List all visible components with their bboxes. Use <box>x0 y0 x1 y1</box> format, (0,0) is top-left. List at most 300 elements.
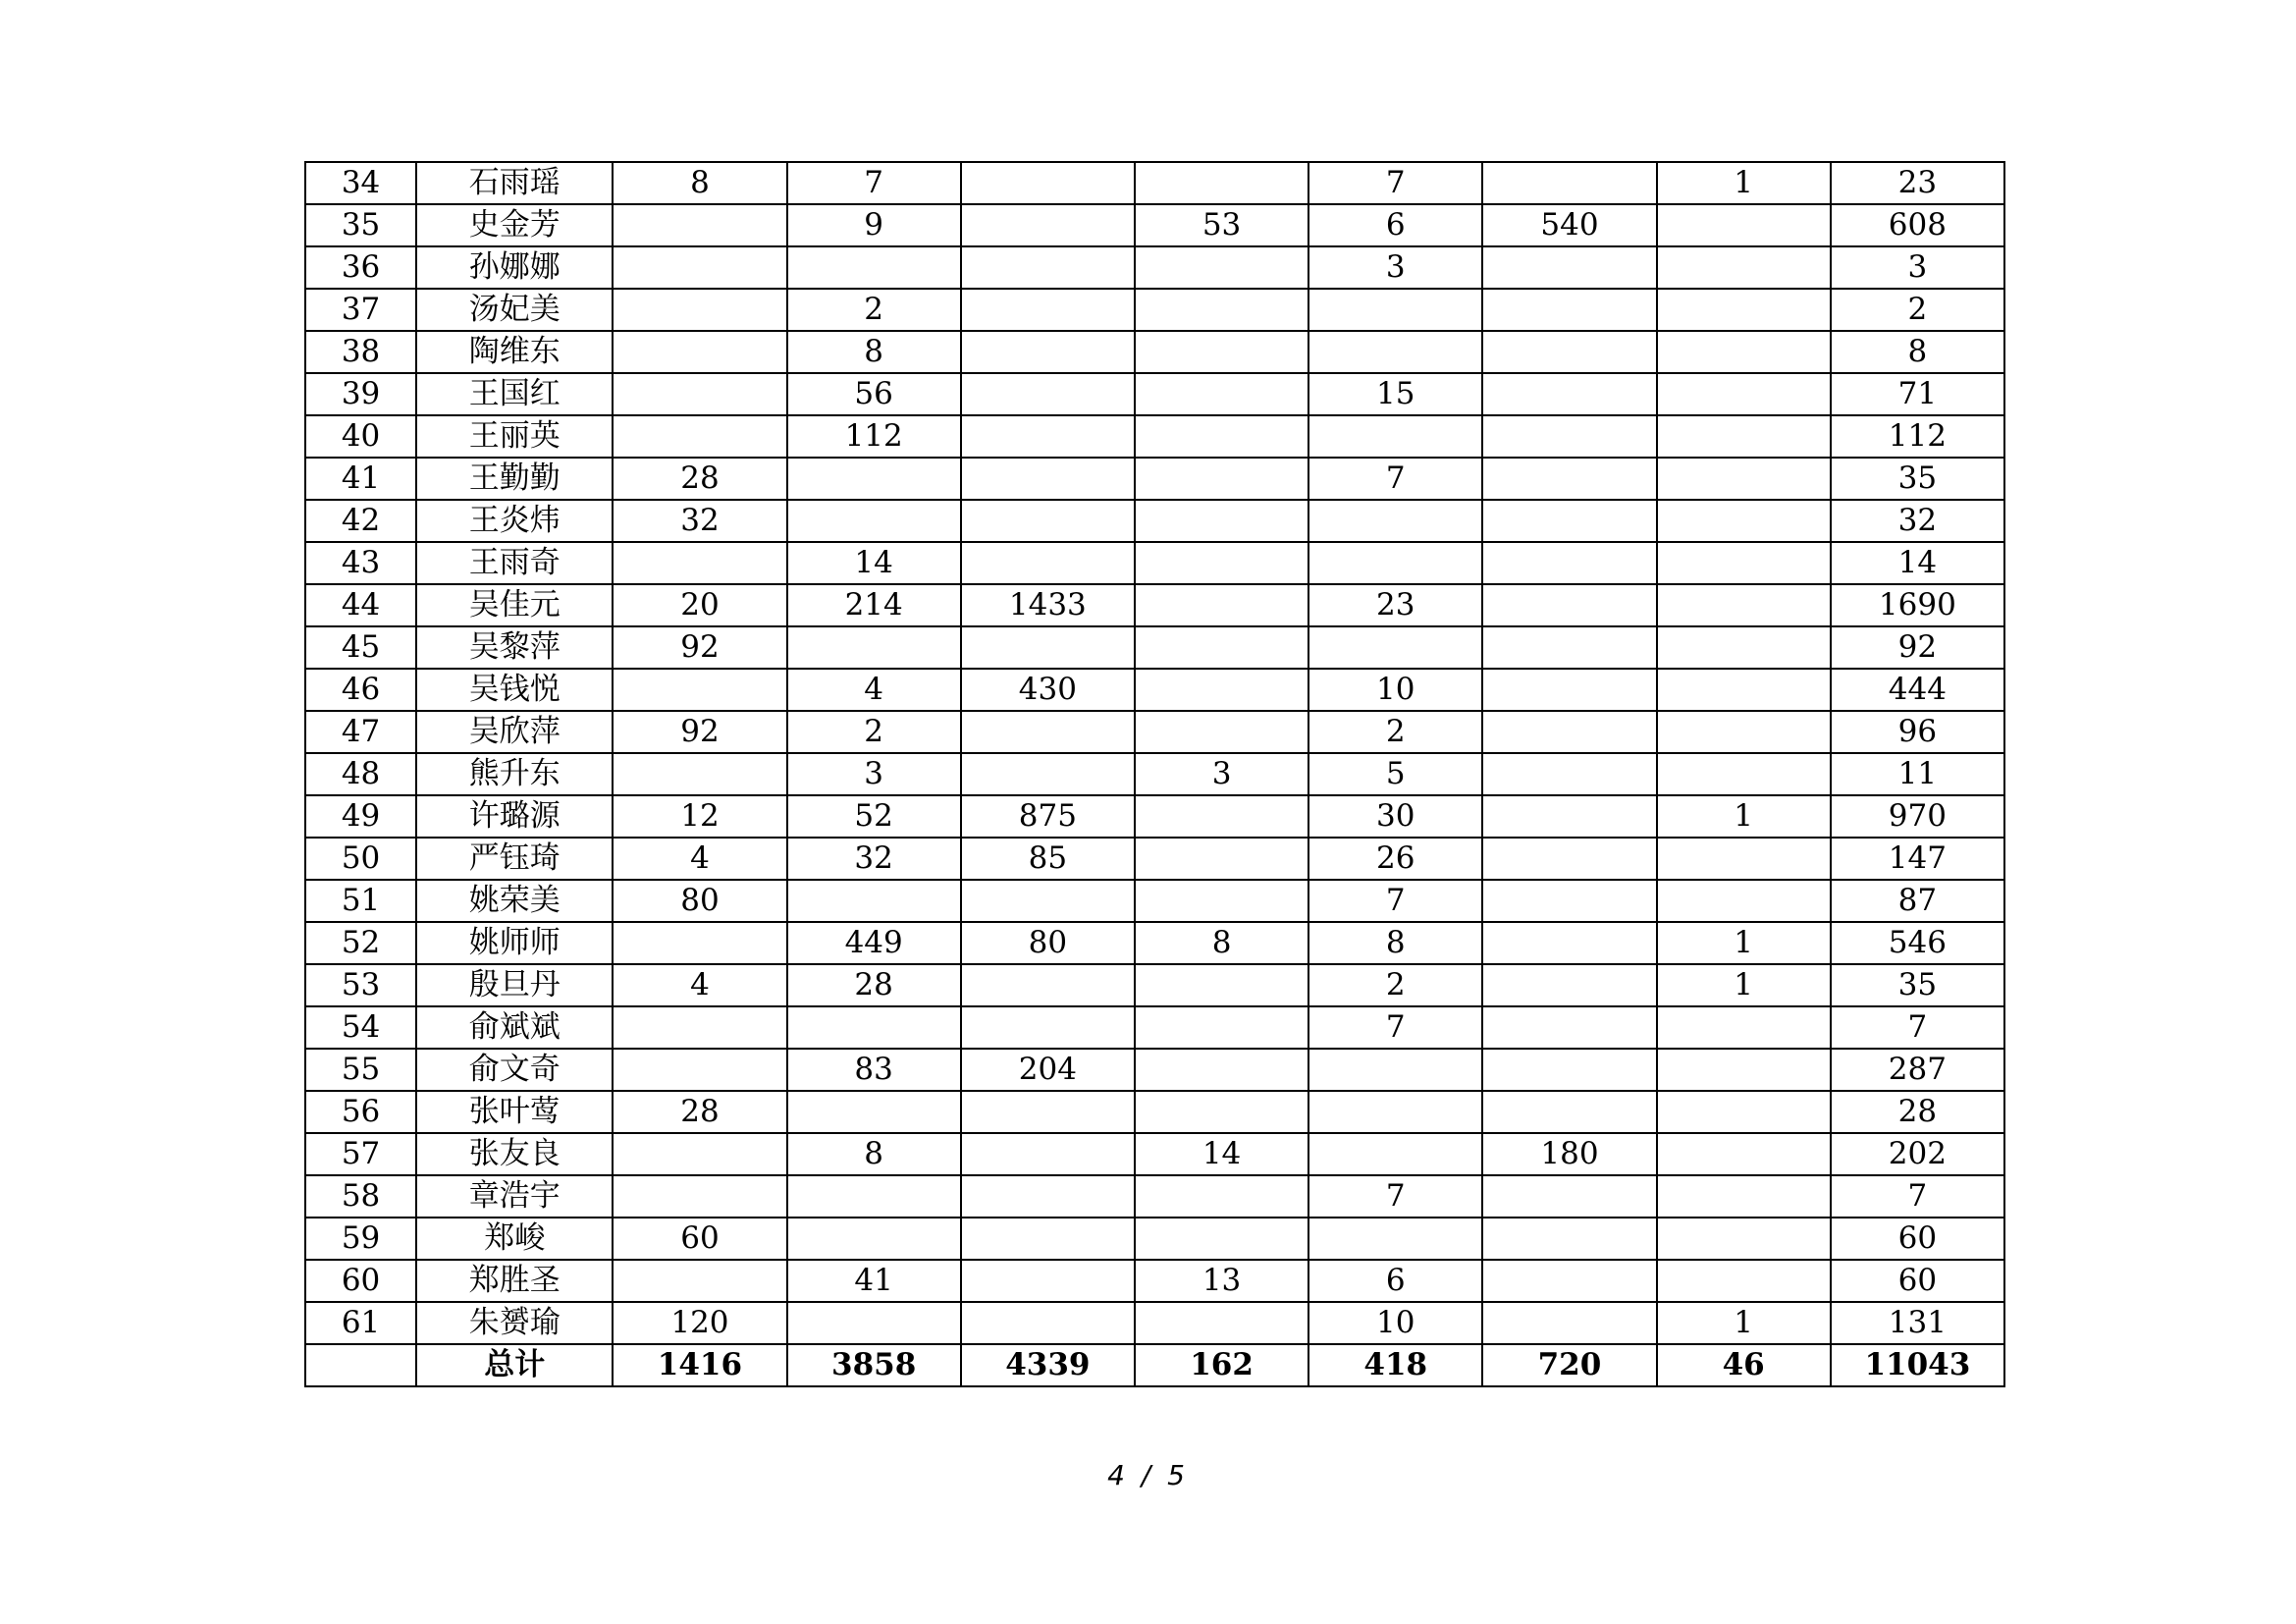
table-row <box>305 500 2004 542</box>
value-cell <box>1135 542 1308 584</box>
value-cell: 4 <box>787 669 961 711</box>
row-total-cell: 8 <box>1831 331 2004 373</box>
table-body <box>305 162 2004 1386</box>
value-cell <box>1482 669 1656 711</box>
value-cell: 56 <box>787 373 961 415</box>
data-table <box>304 161 2005 1387</box>
row-number-cell: 49 <box>305 795 416 838</box>
table-row <box>305 1302 2004 1344</box>
value-cell <box>961 1218 1135 1260</box>
value-cell <box>613 289 786 331</box>
name-cell: 吴钱悦 <box>416 669 613 711</box>
row-number-cell: 35 <box>305 204 416 246</box>
value-cell <box>1308 415 1482 458</box>
name-cell: 熊升东 <box>416 753 613 795</box>
table-row <box>305 246 2004 289</box>
value-cell: 9 <box>787 204 961 246</box>
value-cell <box>787 246 961 289</box>
value-cell <box>961 542 1135 584</box>
table-row <box>305 162 2004 204</box>
value-cell <box>1482 289 1656 331</box>
value-cell <box>1482 542 1656 584</box>
value-cell <box>1657 669 1831 711</box>
value-cell <box>1135 1091 1308 1133</box>
value-cell <box>1135 1006 1308 1049</box>
total-value-cell: 3858 <box>787 1344 961 1386</box>
table-row <box>305 415 2004 458</box>
value-cell <box>1657 500 1831 542</box>
value-cell <box>613 204 786 246</box>
value-cell: 14 <box>1135 1133 1308 1175</box>
value-cell <box>1657 373 1831 415</box>
row-number-cell: 61 <box>305 1302 416 1344</box>
row-number-cell: 59 <box>305 1218 416 1260</box>
name-cell: 许璐源 <box>416 795 613 838</box>
value-cell: 2 <box>1308 711 1482 753</box>
value-cell <box>961 331 1135 373</box>
total-value-cell: 720 <box>1482 1344 1656 1386</box>
value-cell <box>961 753 1135 795</box>
name-cell: 姚荣美 <box>416 880 613 922</box>
total-value-cell: 46 <box>1657 1344 1831 1386</box>
value-cell: 1 <box>1657 922 1831 964</box>
value-cell <box>1482 964 1656 1006</box>
value-cell: 5 <box>1308 753 1482 795</box>
row-total-cell: 14 <box>1831 542 2004 584</box>
value-cell <box>1135 795 1308 838</box>
value-cell <box>1308 1049 1482 1091</box>
table-row <box>305 669 2004 711</box>
value-cell <box>961 458 1135 500</box>
table-row <box>305 289 2004 331</box>
row-number-cell: 58 <box>305 1175 416 1218</box>
value-cell <box>1657 1218 1831 1260</box>
value-cell <box>1482 711 1656 753</box>
table-row <box>305 331 2004 373</box>
row-number-cell: 50 <box>305 838 416 880</box>
value-cell: 28 <box>787 964 961 1006</box>
table-row <box>305 458 2004 500</box>
value-cell <box>1657 331 1831 373</box>
value-cell <box>961 1006 1135 1049</box>
name-cell: 王炎炜 <box>416 500 613 542</box>
value-cell: 6 <box>1308 1260 1482 1302</box>
value-cell <box>1308 289 1482 331</box>
row-number-cell: 51 <box>305 880 416 922</box>
value-cell <box>1482 838 1656 880</box>
value-cell <box>1482 626 1656 669</box>
name-cell: 俞斌斌 <box>416 1006 613 1049</box>
total-value-cell: 418 <box>1308 1344 1482 1386</box>
table-row <box>305 626 2004 669</box>
value-cell <box>613 331 786 373</box>
name-cell: 严钰琦 <box>416 838 613 880</box>
value-cell <box>1482 880 1656 922</box>
value-cell <box>961 1175 1135 1218</box>
value-cell <box>613 1049 786 1091</box>
value-cell <box>1657 753 1831 795</box>
name-cell: 王勤勤 <box>416 458 613 500</box>
row-total-cell: 131 <box>1831 1302 2004 1344</box>
row-number-cell: 36 <box>305 246 416 289</box>
row-total-cell: 35 <box>1831 964 2004 1006</box>
value-cell <box>613 922 786 964</box>
value-cell <box>1482 331 1656 373</box>
value-cell <box>1657 1049 1831 1091</box>
value-cell <box>787 626 961 669</box>
value-cell <box>1308 626 1482 669</box>
row-number-cell: 52 <box>305 922 416 964</box>
value-cell: 12 <box>613 795 786 838</box>
row-total-cell: 970 <box>1831 795 2004 838</box>
name-cell: 史金芳 <box>416 204 613 246</box>
value-cell <box>1657 1091 1831 1133</box>
value-cell <box>1135 289 1308 331</box>
name-cell: 俞文奇 <box>416 1049 613 1091</box>
value-cell <box>1482 1006 1656 1049</box>
value-cell <box>1135 162 1308 204</box>
value-cell <box>1657 246 1831 289</box>
row-total-cell: 23 <box>1831 162 2004 204</box>
row-number-cell: 43 <box>305 542 416 584</box>
name-cell: 王雨奇 <box>416 542 613 584</box>
row-number-cell: 37 <box>305 289 416 331</box>
row-number-cell: 39 <box>305 373 416 415</box>
value-cell <box>1482 584 1656 626</box>
value-cell: 7 <box>1308 458 1482 500</box>
name-cell: 张叶莺 <box>416 1091 613 1133</box>
value-cell <box>787 1218 961 1260</box>
value-cell <box>787 500 961 542</box>
row-number-cell: 56 <box>305 1091 416 1133</box>
row-total-cell: 546 <box>1831 922 2004 964</box>
table-row <box>305 880 2004 922</box>
table-row <box>305 542 2004 584</box>
value-cell: 32 <box>787 838 961 880</box>
row-total-cell: 7 <box>1831 1175 2004 1218</box>
name-cell: 石雨瑶 <box>416 162 613 204</box>
value-cell <box>1135 880 1308 922</box>
row-number-cell: 45 <box>305 626 416 669</box>
table-row <box>305 753 2004 795</box>
value-cell: 430 <box>961 669 1135 711</box>
value-cell <box>1135 415 1308 458</box>
table-row <box>305 1049 2004 1091</box>
value-cell: 112 <box>787 415 961 458</box>
name-cell: 吴黎萍 <box>416 626 613 669</box>
value-cell <box>1135 838 1308 880</box>
value-cell <box>1657 880 1831 922</box>
row-number-cell: 40 <box>305 415 416 458</box>
value-cell: 8 <box>613 162 786 204</box>
value-cell: 20 <box>613 584 786 626</box>
value-cell: 2 <box>787 711 961 753</box>
value-cell <box>1135 626 1308 669</box>
table-row <box>305 964 2004 1006</box>
row-total-cell: 60 <box>1831 1218 2004 1260</box>
value-cell: 52 <box>787 795 961 838</box>
value-cell <box>1657 1260 1831 1302</box>
value-cell: 32 <box>613 500 786 542</box>
table-row <box>305 1260 2004 1302</box>
row-total-cell: 35 <box>1831 458 2004 500</box>
row-number-cell: 48 <box>305 753 416 795</box>
table-row <box>305 795 2004 838</box>
value-cell <box>1657 584 1831 626</box>
value-cell <box>1135 1175 1308 1218</box>
total-label-cell: 总计 <box>416 1344 613 1386</box>
row-total-cell: 7 <box>1831 1006 2004 1049</box>
row-number-cell: 38 <box>305 331 416 373</box>
table-row <box>305 1133 2004 1175</box>
value-cell <box>1135 331 1308 373</box>
value-cell <box>1308 1133 1482 1175</box>
value-cell <box>1135 246 1308 289</box>
value-cell <box>1135 373 1308 415</box>
row-total-cell: 2 <box>1831 289 2004 331</box>
value-cell <box>1657 1133 1831 1175</box>
total-value-cell <box>305 1344 416 1386</box>
value-cell: 540 <box>1482 204 1656 246</box>
value-cell: 53 <box>1135 204 1308 246</box>
value-cell: 60 <box>613 1218 786 1260</box>
value-cell: 3 <box>787 753 961 795</box>
value-cell: 1 <box>1657 162 1831 204</box>
row-number-cell: 60 <box>305 1260 416 1302</box>
name-cell: 姚师师 <box>416 922 613 964</box>
name-cell: 郑峻 <box>416 1218 613 1260</box>
value-cell <box>1308 331 1482 373</box>
value-cell <box>1657 415 1831 458</box>
value-cell: 80 <box>613 880 786 922</box>
table-row <box>305 922 2004 964</box>
value-cell: 180 <box>1482 1133 1656 1175</box>
value-cell: 7 <box>787 162 961 204</box>
row-number-cell: 54 <box>305 1006 416 1049</box>
value-cell <box>1657 542 1831 584</box>
value-cell: 23 <box>1308 584 1482 626</box>
value-cell <box>1657 204 1831 246</box>
value-cell <box>1135 964 1308 1006</box>
value-cell <box>961 626 1135 669</box>
value-cell <box>613 415 786 458</box>
row-total-cell: 32 <box>1831 500 2004 542</box>
total-value-cell: 162 <box>1135 1344 1308 1386</box>
value-cell <box>961 880 1135 922</box>
row-total-cell: 92 <box>1831 626 2004 669</box>
value-cell: 6 <box>1308 204 1482 246</box>
value-cell <box>787 1175 961 1218</box>
value-cell: 7 <box>1308 1175 1482 1218</box>
row-total-cell: 28 <box>1831 1091 2004 1133</box>
value-cell <box>1482 1218 1656 1260</box>
value-cell: 1 <box>1657 964 1831 1006</box>
value-cell <box>961 289 1135 331</box>
value-cell <box>1135 1302 1308 1344</box>
value-cell <box>1135 584 1308 626</box>
value-cell: 1 <box>1657 1302 1831 1344</box>
value-cell <box>1308 1091 1482 1133</box>
value-cell <box>1482 500 1656 542</box>
value-cell <box>787 1006 961 1049</box>
table-row <box>305 204 2004 246</box>
row-number-cell: 47 <box>305 711 416 753</box>
value-cell: 7 <box>1308 162 1482 204</box>
value-cell <box>1308 1218 1482 1260</box>
value-cell <box>787 1091 961 1133</box>
name-cell: 吴佳元 <box>416 584 613 626</box>
value-cell: 2 <box>1308 964 1482 1006</box>
value-cell <box>1482 415 1656 458</box>
value-cell <box>787 1302 961 1344</box>
value-cell: 13 <box>1135 1260 1308 1302</box>
value-cell <box>613 542 786 584</box>
total-value-cell: 4339 <box>961 1344 1135 1386</box>
name-cell: 王丽英 <box>416 415 613 458</box>
value-cell: 10 <box>1308 1302 1482 1344</box>
value-cell <box>1482 1049 1656 1091</box>
value-cell <box>1135 669 1308 711</box>
value-cell <box>1308 542 1482 584</box>
value-cell: 214 <box>787 584 961 626</box>
value-cell: 28 <box>613 458 786 500</box>
value-cell: 85 <box>961 838 1135 880</box>
value-cell: 7 <box>1308 880 1482 922</box>
value-cell <box>961 711 1135 753</box>
value-cell <box>1135 458 1308 500</box>
value-cell <box>1482 1260 1656 1302</box>
value-cell <box>613 1260 786 1302</box>
total-value-cell: 1416 <box>613 1344 786 1386</box>
value-cell: 10 <box>1308 669 1482 711</box>
value-cell <box>1657 838 1831 880</box>
row-total-cell: 71 <box>1831 373 2004 415</box>
value-cell <box>961 373 1135 415</box>
name-cell: 殷旦丹 <box>416 964 613 1006</box>
row-total-cell: 444 <box>1831 669 2004 711</box>
value-cell: 3 <box>1135 753 1308 795</box>
value-cell <box>961 1133 1135 1175</box>
value-cell: 204 <box>961 1049 1135 1091</box>
row-total-cell: 3 <box>1831 246 2004 289</box>
name-cell: 郑胜圣 <box>416 1260 613 1302</box>
value-cell <box>1482 246 1656 289</box>
value-cell <box>613 669 786 711</box>
row-number-cell: 34 <box>305 162 416 204</box>
value-cell <box>1482 373 1656 415</box>
value-cell <box>787 458 961 500</box>
row-total-cell: 608 <box>1831 204 2004 246</box>
value-cell <box>613 1175 786 1218</box>
value-cell <box>1657 1006 1831 1049</box>
value-cell <box>961 500 1135 542</box>
value-cell <box>961 1091 1135 1133</box>
row-number-cell: 44 <box>305 584 416 626</box>
value-cell <box>787 880 961 922</box>
table-row <box>305 1218 2004 1260</box>
row-total-cell: 1690 <box>1831 584 2004 626</box>
row-total-cell: 287 <box>1831 1049 2004 1091</box>
row-total-cell: 11 <box>1831 753 2004 795</box>
value-cell: 83 <box>787 1049 961 1091</box>
name-cell: 朱赟瑜 <box>416 1302 613 1344</box>
value-cell <box>613 1133 786 1175</box>
value-cell <box>961 1260 1135 1302</box>
value-cell <box>613 753 786 795</box>
value-cell: 8 <box>787 331 961 373</box>
value-cell: 4 <box>613 838 786 880</box>
table-row <box>305 1091 2004 1133</box>
name-cell: 张友良 <box>416 1133 613 1175</box>
table-row <box>305 584 2004 626</box>
value-cell <box>961 162 1135 204</box>
value-cell: 92 <box>613 626 786 669</box>
value-cell: 4 <box>613 964 786 1006</box>
row-number-cell: 57 <box>305 1133 416 1175</box>
table-row <box>305 373 2004 415</box>
value-cell <box>1482 922 1656 964</box>
value-cell <box>1135 711 1308 753</box>
row-number-cell: 41 <box>305 458 416 500</box>
value-cell: 1 <box>1657 795 1831 838</box>
value-cell: 875 <box>961 795 1135 838</box>
value-cell <box>1482 162 1656 204</box>
row-number-cell: 46 <box>305 669 416 711</box>
page-number: 4 / 5 <box>1107 1459 1189 1491</box>
row-total-cell: 87 <box>1831 880 2004 922</box>
value-cell <box>1482 1091 1656 1133</box>
value-cell: 80 <box>961 922 1135 964</box>
value-cell <box>961 1302 1135 1344</box>
row-number-cell: 42 <box>305 500 416 542</box>
value-cell: 30 <box>1308 795 1482 838</box>
value-cell: 7 <box>1308 1006 1482 1049</box>
table-row <box>305 711 2004 753</box>
value-cell <box>1135 1049 1308 1091</box>
value-cell: 92 <box>613 711 786 753</box>
value-cell <box>1657 626 1831 669</box>
value-cell: 8 <box>1308 922 1482 964</box>
value-cell <box>1482 1302 1656 1344</box>
value-cell <box>1482 795 1656 838</box>
row-total-cell: 147 <box>1831 838 2004 880</box>
value-cell <box>1657 289 1831 331</box>
row-total-cell: 112 <box>1831 415 2004 458</box>
total-row <box>305 1344 2004 1386</box>
value-cell: 2 <box>787 289 961 331</box>
value-cell: 41 <box>787 1260 961 1302</box>
value-cell <box>1657 458 1831 500</box>
row-total-cell: 96 <box>1831 711 2004 753</box>
name-cell: 章浩宇 <box>416 1175 613 1218</box>
value-cell: 15 <box>1308 373 1482 415</box>
value-cell <box>1657 711 1831 753</box>
value-cell <box>961 964 1135 1006</box>
table-row <box>305 838 2004 880</box>
value-cell: 449 <box>787 922 961 964</box>
value-cell: 8 <box>787 1133 961 1175</box>
value-cell <box>613 373 786 415</box>
value-cell <box>613 246 786 289</box>
value-cell: 14 <box>787 542 961 584</box>
value-cell <box>1482 1175 1656 1218</box>
value-cell <box>613 1006 786 1049</box>
table-row <box>305 1006 2004 1049</box>
value-cell <box>1135 500 1308 542</box>
value-cell <box>961 415 1135 458</box>
name-cell: 汤妃美 <box>416 289 613 331</box>
total-value-cell: 11043 <box>1831 1344 2004 1386</box>
